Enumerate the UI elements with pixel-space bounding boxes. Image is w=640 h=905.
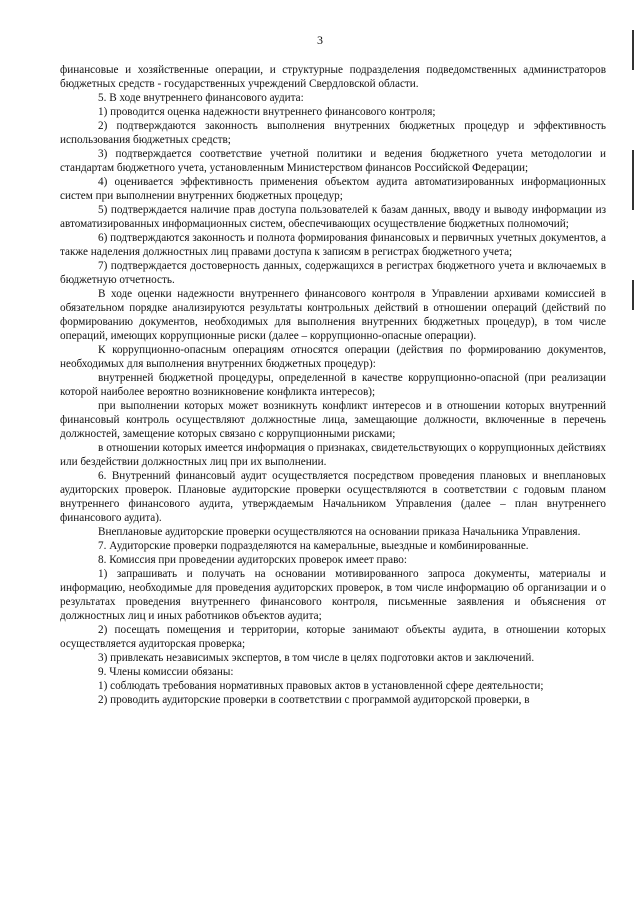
scan-margin-mark [632,280,634,310]
paragraph: 2) подтверждаются законность выполнения внутренних бюджетных процедур и эффективность использования бюджетных средств; [60,120,606,146]
paragraph: 8. Комиссия при проведении аудиторских проверок имеет право: [98,554,407,566]
paragraph: при выполнении которых может возникнуть конфликт интересов и в отношении которых внутренний финансовый контроль осуществляют должностные лица, замещающие должности, включенные в перечень должностей, замещение которых связано с коррупционными рисками; [60,400,606,440]
paragraph: финансовые и хозяйственные операции, и структурные подразделения подведомственных администраторов бюджетных средств - государственных учреждений Свердловской области. [60,64,606,90]
paragraph: 6) подтверждаются законность и полнота формирования финансовых и первичных учетных документов, а также наделения должностных лиц правами доступа к записям в регистрах бюджетного учета; [60,232,606,258]
scan-margin-mark [632,150,634,210]
page-number: 3 [317,33,323,47]
paragraph: 7. Аудиторские проверки подразделяются на камеральные, выездные и комбинированные. [98,540,529,552]
paragraph: 6. Внутренний финансовый аудит осуществляется посредством проведения плановых и внеплановых аудиторских проверок. Плановые аудиторские проверки осуществляются в соответствии с годовым планом внутреннего финансового аудита, утверждаемым Начальником Управления (далее – план внутреннего финансового аудита). [60,470,606,524]
paragraph: 3) привлекать независимых экспертов, в том числе в целях подготовки актов и заключений. [98,652,535,664]
scan-margin-mark [632,30,634,70]
paragraph: 1) соблюдать требования нормативных правовых актов в установленной сфере деятельности; [98,680,544,692]
paragraph: Внеплановые аудиторские проверки осуществляются на основании приказа Начальника Управления. [98,526,581,538]
paragraph: 5) подтверждается наличие прав доступа пользователей к базам данных, вводу и выводу информации из автоматизированных информационных систем, обеспечивающих осуществление бюджетных полномочий; [60,204,606,230]
paragraph: 9. Члены комиссии обязаны: [98,666,234,678]
paragraph: 1) запрашивать и получать на основании мотивированного запроса документы, материалы и информацию, необходимые для проведения аудиторских проверок, в том числе информацию об организации и о результатах проведения внутреннего финансового контроля, письменные заявления и объяснения от должностных лиц и иных работников объектов аудита; [60,568,606,622]
paragraph: в отношении которых имеется информация о признаках, свидетельствующих о коррупционных действиях или бездействии должностных лиц при их выполнении. [60,442,606,468]
paragraph: 2) проводить аудиторские проверки в соответствии с программой аудиторской проверки, в [98,694,530,706]
paragraph: внутренней бюджетной процедуры, определенной в качестве коррупционно-опасной (при реализации которой наиболее вероятно возникновение конфликта интересов); [60,372,606,398]
paragraph: 1) проводится оценка надежности внутреннего финансового контроля; [98,106,436,118]
paragraph: В ходе оценки надежности внутреннего финансового контроля в Управлении архивами комиссией в обязательном порядке анализируются результаты контрольных действий в отношении операций (действий по формированию документов, необходимых для выполнения внутренних бюджетных процедур), в том числе операций, имеющих коррупционные риски (далее – коррупционно-опасные операции). [60,288,606,342]
paragraph: 5. В ходе внутреннего финансового аудита: [98,92,304,104]
paragraph: К коррупционно-опасным операциям относятся операции (действия по формированию документов, необходимых для выполнения внутренних бюджетных процедур): [60,344,606,370]
paragraph: 4) оценивается эффективность применения объектом аудита автоматизированных информационных систем при выполнении внутренних бюджетных процедур; [60,176,606,202]
document-body [60,63,606,707]
paragraph: 2) посещать помещения и территории, которые занимают объекты аудита, в отношении которых осуществляется аудиторская проверка; [60,624,606,650]
paragraph: 7) подтверждается достоверность данных, содержащихся в регистрах бюджетного учета и включаемых в бюджетную отчетность. [60,260,606,286]
paragraph: 3) подтверждается соответствие учетной политики и ведения бюджетного учета методологии и стандартам бюджетного учета, установленным Министерством финансов Российской Федерации; [60,148,606,174]
